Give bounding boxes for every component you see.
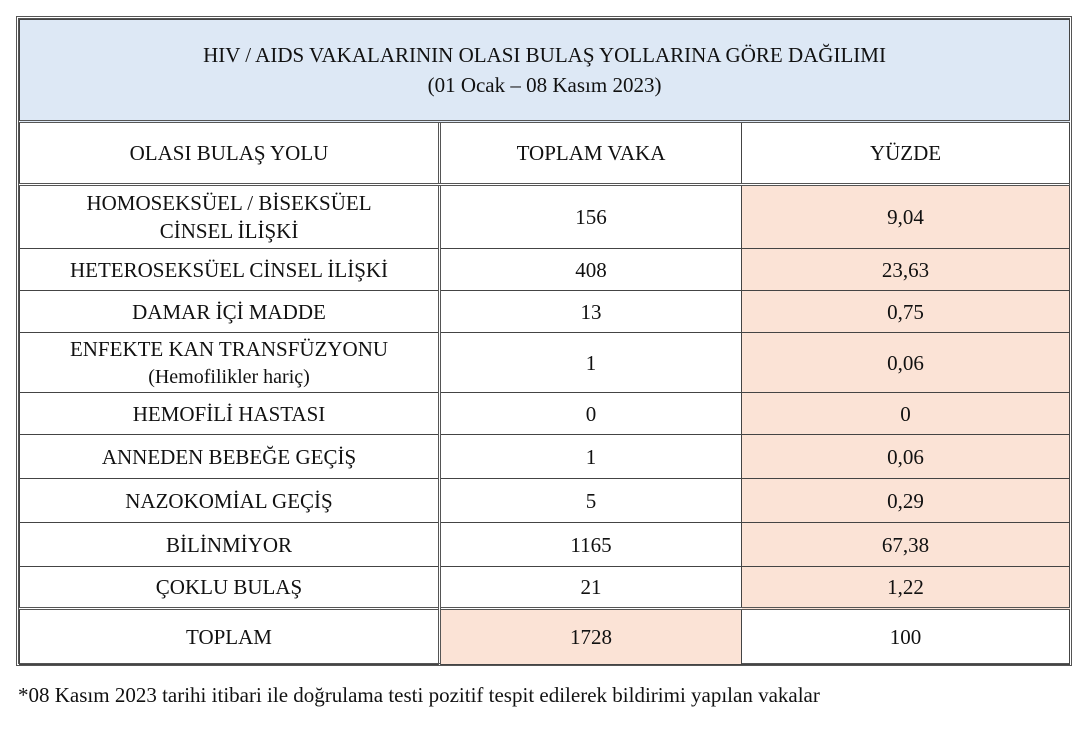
route-label: ÇOKLU BULAŞ — [155, 575, 303, 599]
route-cell — [20, 393, 440, 435]
percent-cell: 67,38 — [742, 523, 1070, 567]
table-row — [20, 523, 1070, 567]
route-label-line-2: (Hemofilikler hariç) — [148, 365, 310, 388]
route-label: ENFEKTE KAN TRANSFÜZYONU — [69, 336, 389, 361]
route-label: NAZOKOMİAL GEÇİŞ — [125, 488, 333, 513]
table-frame — [16, 16, 1072, 666]
title-line-1: HIV / AIDS VAKALARININ OLASI BULAŞ YOLLARINA GÖRE DAĞILIMI — [203, 43, 886, 67]
route-label: ANNEDEN BEBEĞE GEÇİŞ — [101, 444, 357, 469]
table-row — [20, 567, 1070, 609]
route-label: DAMAR İÇİ MADDE — [132, 299, 326, 324]
percent-cell: 0 — [742, 393, 1070, 435]
title-row — [20, 20, 1070, 122]
percent-cell: 23,63 — [742, 249, 1070, 291]
count-cell: 5 — [440, 479, 742, 523]
count-cell: 0 — [440, 393, 742, 435]
title-line-2: (01 Ocak – 08 Kasım 2023) — [427, 73, 662, 97]
table-row — [20, 291, 1070, 333]
percent-cell: 0,06 — [742, 435, 1070, 479]
count-cell: 1 — [440, 435, 742, 479]
header-percent: YÜZDE — [742, 122, 1070, 185]
count-cell: 156 — [440, 185, 742, 249]
table-row — [20, 333, 1070, 393]
route-cell — [20, 249, 440, 291]
percent-cell: 0,75 — [742, 291, 1070, 333]
table-body — [20, 185, 1070, 609]
table-row — [20, 393, 1070, 435]
header-row — [20, 122, 1070, 185]
route-cell — [20, 479, 440, 523]
percent-cell: 0,29 — [742, 479, 1070, 523]
total-percent: 100 — [742, 609, 1070, 665]
count-cell: 408 — [440, 249, 742, 291]
count-cell: 21 — [440, 567, 742, 609]
total-row — [20, 609, 1070, 665]
table-row — [20, 185, 1070, 249]
route-cell — [20, 567, 440, 609]
header-route: OLASI BULAŞ YOLU — [20, 122, 440, 185]
route-cell — [20, 523, 440, 567]
route-cell — [20, 185, 440, 249]
table-title — [20, 20, 1070, 122]
total-label: TOPLAM — [20, 609, 440, 665]
route-label-line-2: CİNSEL İLİŞKİ — [159, 219, 299, 243]
table-row — [20, 479, 1070, 523]
route-label: BİLİNMİYOR — [166, 532, 292, 557]
route-label: HEMOFİLİ HASTASI — [132, 401, 326, 426]
route-cell — [20, 333, 440, 393]
route-label: HETEROSEKSÜEL CİNSEL İLİŞKİ — [69, 257, 389, 282]
route-label: HOMOSEKSÜEL / BİSEKSÜEL — [86, 191, 372, 215]
percent-cell: 1,22 — [742, 567, 1070, 609]
percent-cell: 0,06 — [742, 333, 1070, 393]
percent-cell: 9,04 — [742, 185, 1070, 249]
table-row — [20, 435, 1070, 479]
count-cell: 1 — [440, 333, 742, 393]
header-total: TOPLAM VAKA — [440, 122, 742, 185]
table-row — [20, 249, 1070, 291]
route-cell — [20, 291, 440, 333]
route-cell — [20, 435, 440, 479]
count-cell: 13 — [440, 291, 742, 333]
total-count: 1728 — [440, 609, 742, 665]
hiv-aids-table — [19, 19, 1070, 665]
footnote: *08 Kasım 2023 tarihi itibari ile doğrulama testi pozitif tespit edilerek bildirimi yapılan vakalar — [18, 683, 820, 707]
count-cell: 1165 — [440, 523, 742, 567]
